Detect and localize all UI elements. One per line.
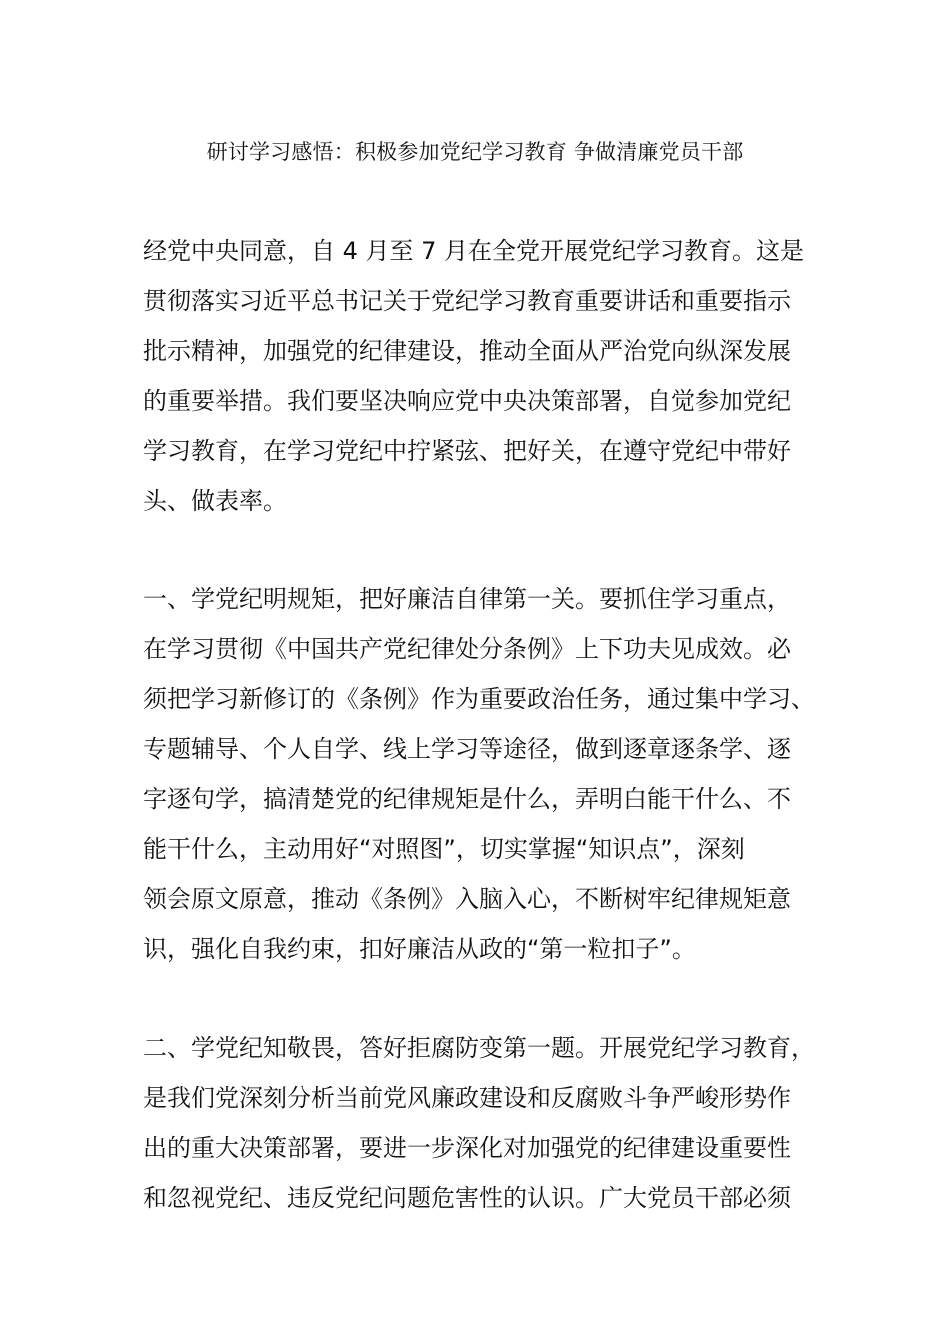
- text-line: 能干什么，主动用好“对照图”，切实掌握“知识点”，深刻: [143, 835, 745, 863]
- text-line: 一、学党纪明规矩，把好廉洁自律第一关。要抓住学习重点，: [143, 585, 791, 613]
- text-line: 专题辅导、个人自学、线上学习等途径，做到逐章逐条学、逐: [143, 735, 791, 763]
- document-title: 研讨学习感悟：积极参加党纪学习教育 争做清廉党员干部: [206, 140, 744, 164]
- text-line: 的重要举措。我们要坚决响应党中央决策部署，自觉参加党纪: [143, 387, 791, 415]
- text-line: 经党中央同意，自 4 月至 7 月在全党开展党纪学习教育。这是: [143, 237, 805, 265]
- paragraph-section-two: [143, 1023, 843, 1223]
- text-line: 二、学党纪知敬畏，答好拒腐防变第一题。开展党纪学习教育，: [143, 1034, 815, 1062]
- text-line: 学习教育，在学习党纪中拧紧弦、把好关，在遵守党纪中带好: [143, 437, 791, 465]
- text-line: 领会原文原意，推动《条例》入脑入心，不断树牢纪律规矩意: [143, 885, 791, 913]
- text-line: 出的重大决策部署，要进一步深化对加强党的纪律建设重要性: [143, 1134, 791, 1162]
- paragraph-intro: [143, 226, 843, 526]
- text-line: 识，强化自我约束，扣好廉洁从政的“第一粒扣子”。: [143, 935, 696, 963]
- text-line: 在学习贯彻《中国共产党纪律处分条例》上下功夫见成效。必: [143, 635, 791, 663]
- paragraph-section-one: [143, 574, 843, 974]
- text-line: 批示精神，加强党的纪律建设，推动全面从严治党向纵深发展: [143, 337, 791, 365]
- text-line: 字逐句学，搞清楚党的纪律规矩是什么，弄明白能干什么、不: [143, 785, 791, 813]
- text-line: 贯彻落实习近平总书记关于党纪学习教育重要讲话和重要指示: [143, 287, 791, 315]
- text-line: 和忽视党纪、违反党纪问题危害性的认识。广大党员干部必须: [143, 1184, 791, 1212]
- text-line: 是我们党深刻分析当前党风廉政建设和反腐败斗争严峻形势作: [143, 1084, 791, 1112]
- text-line: 头、做表率。: [143, 487, 287, 515]
- text-line: 须把学习新修订的《条例》作为重要政治任务，通过集中学习、: [143, 685, 815, 713]
